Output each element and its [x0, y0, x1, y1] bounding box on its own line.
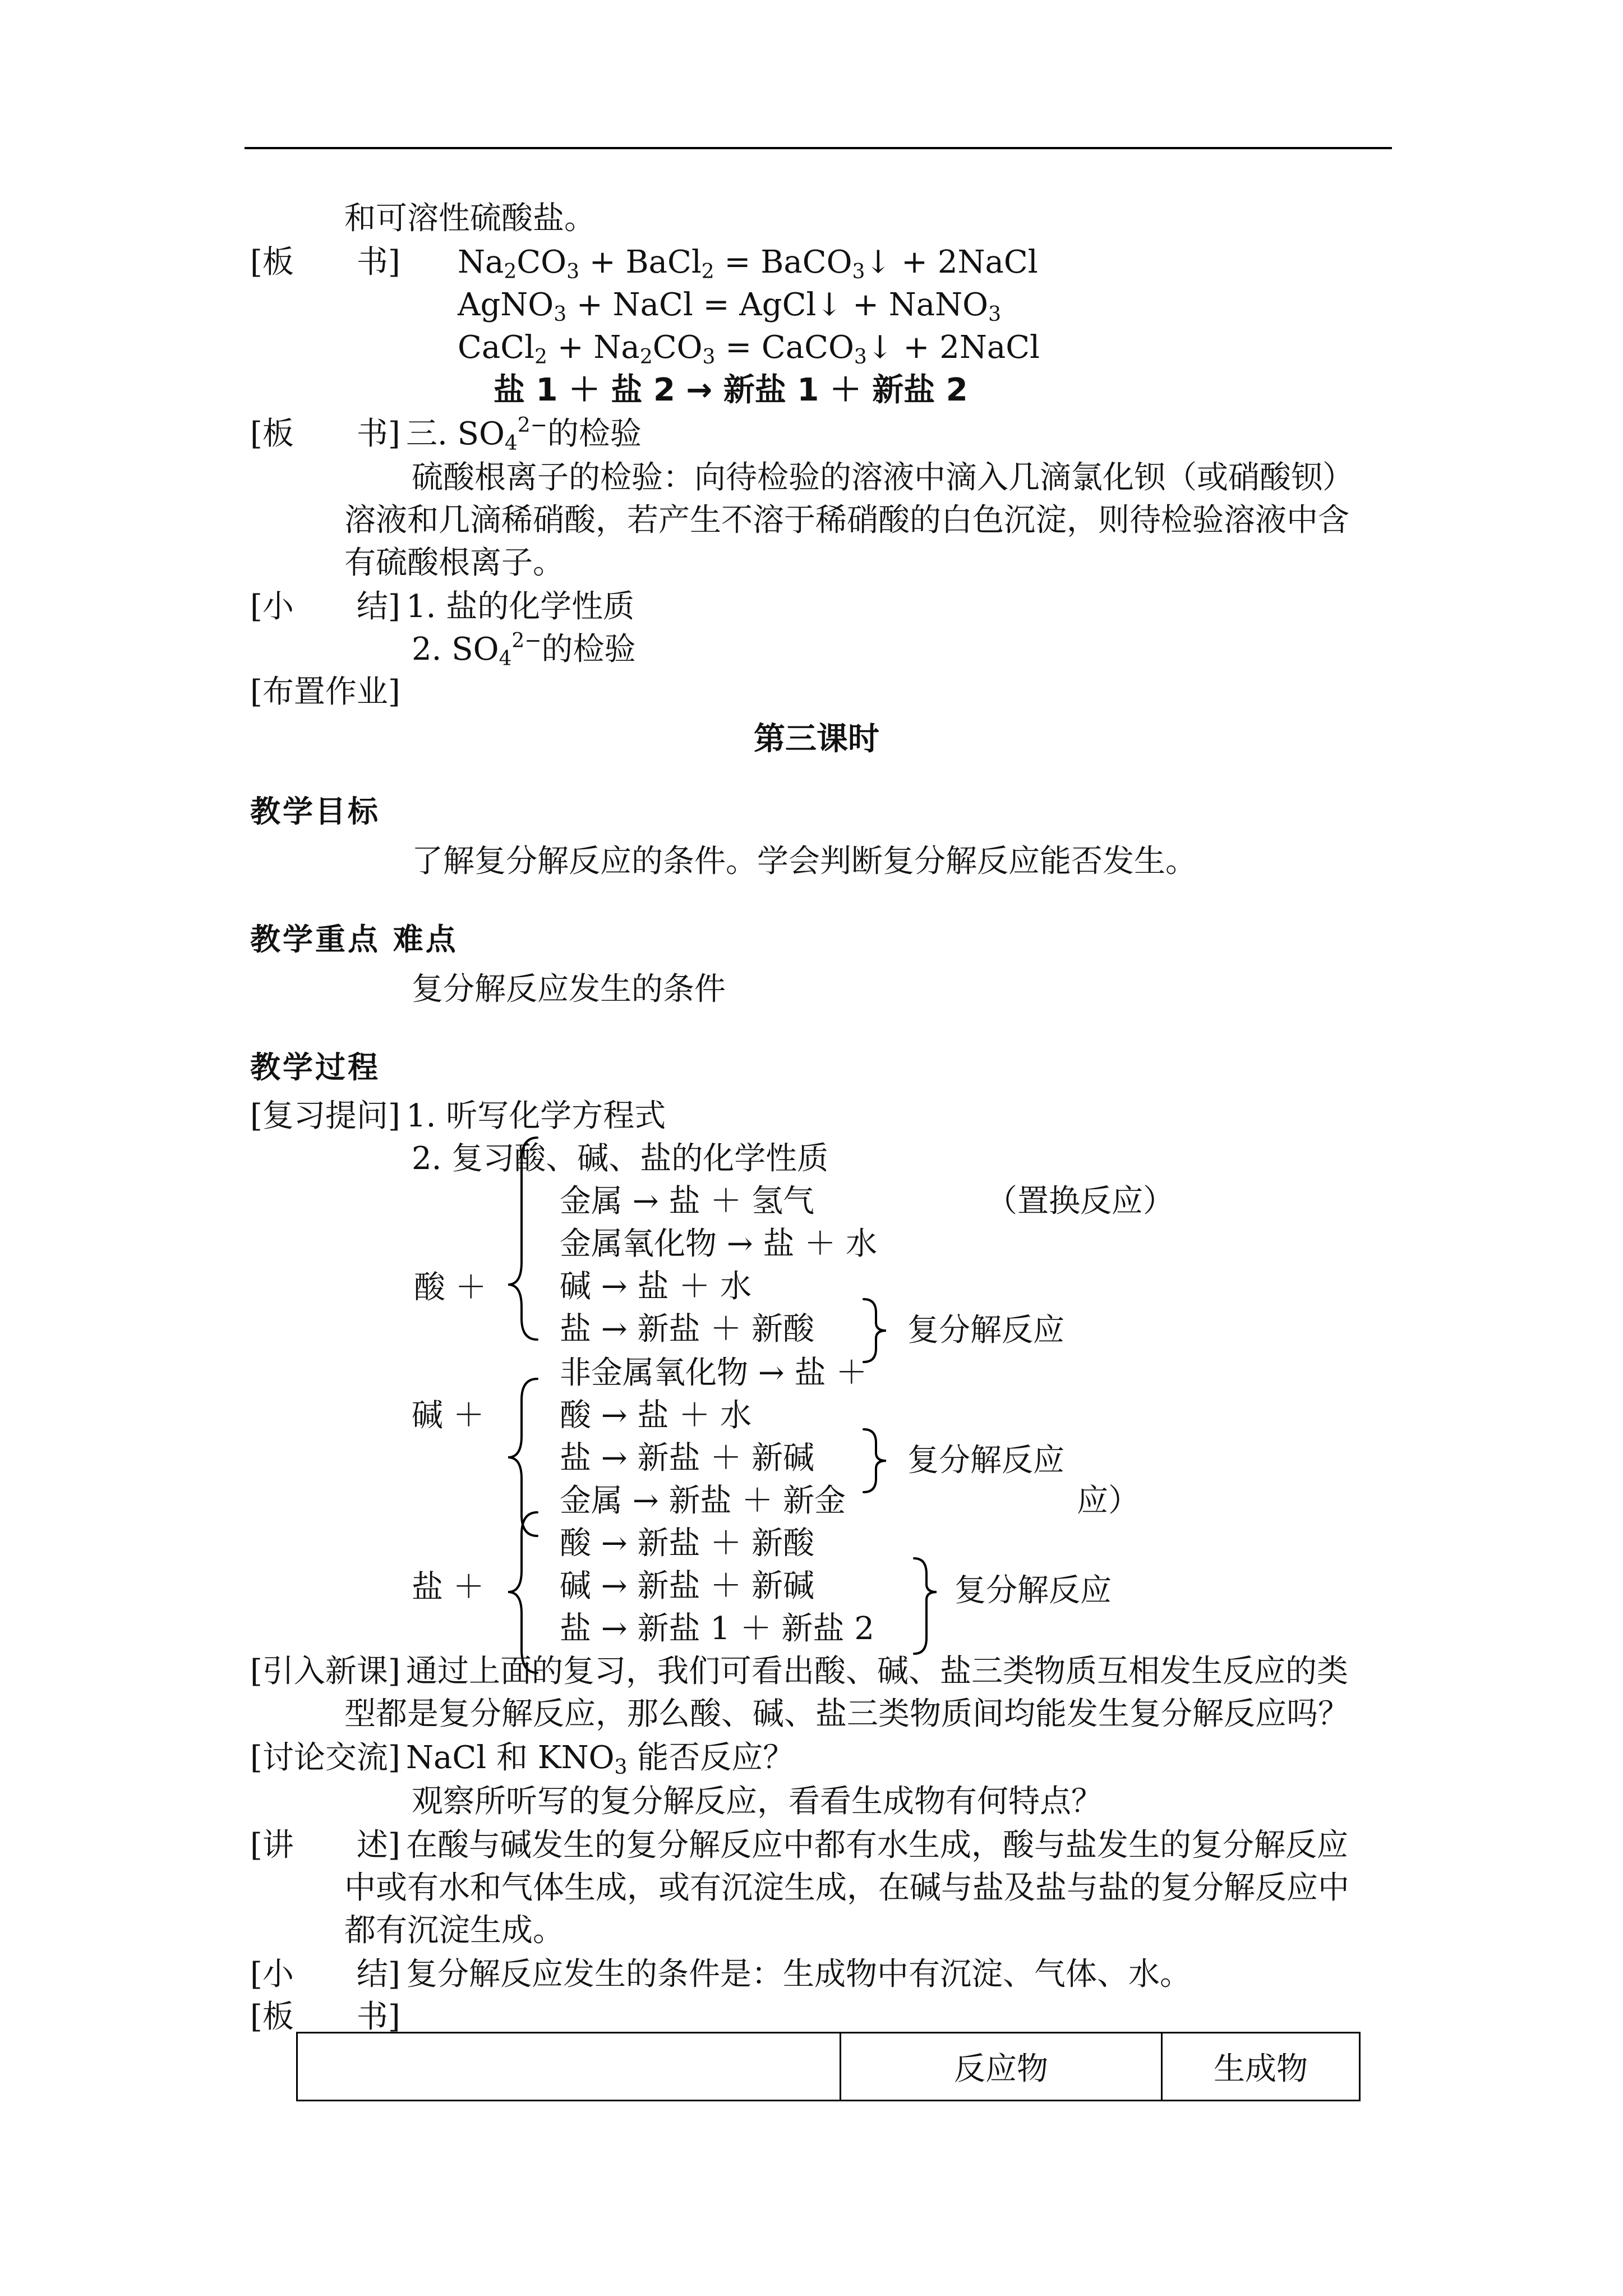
base-right-brace: [864, 1429, 886, 1492]
discuss-label: [讨论交流]: [250, 1740, 400, 1776]
board-label: [板 书]: [250, 244, 400, 280]
objectives-heading: 教学目标: [250, 794, 380, 829]
equation-1: $Na_2CO_3$ + BaCl$_2$ = BaCO$_3$↓ + 2NaCl: [458, 244, 1038, 283]
equation-2: AgNO$_3$ + NaCl = AgCl↓ + NaNO$_3$: [458, 287, 1001, 326]
base-label: 碱 ＋: [412, 1397, 485, 1434]
review-item-2: 2. 复习酸、碱、盐的化学性质: [412, 1140, 829, 1177]
keypoints-text: 复分解反应发生的条件: [412, 971, 726, 1007]
lecture-label: [讲 述]: [250, 1827, 400, 1864]
equation-3: CaCl$_2$ + $Na_2CO_3$ = CaCO$_3$↓ + 2NaCl: [458, 329, 1040, 369]
lesson-title: 第三课时: [754, 721, 879, 757]
table-header-blank: [297, 2033, 841, 2101]
general-equation: 盐 1 ＋ 盐 2 → 新盐 1 ＋ 新盐 2: [494, 372, 968, 408]
base-item-3: 盐 → 新盐 ＋ 新碱: [560, 1440, 815, 1476]
lecture-line-3: 都有沉淀生成。: [344, 1912, 564, 1949]
summary-item-1: 1. 盐的化学性质: [406, 588, 635, 625]
lecture-line-1: 在酸与碱发生的复分解反应中都有水生成，酸与盐发生的复分解反应: [406, 1827, 1348, 1864]
base-item-4: 金属 → 新盐 ＋ 新金: [560, 1483, 846, 1519]
intro-label: [引入新课]: [250, 1653, 400, 1690]
table-row: [297, 2033, 1360, 2101]
intro-line-1: 通过上面的复习，我们可看出酸、碱、盐三类物质互相发生反应的类: [406, 1653, 1348, 1690]
discuss-line: NaCl 和 $KNO_3$ 能否反应？: [406, 1740, 795, 1779]
reaction-table: [296, 2032, 1361, 2101]
salt-item-3: 盐 → 新盐 1 ＋ 新盐 2: [560, 1611, 874, 1647]
summary-label-2: [小 结]: [250, 1956, 400, 1993]
lecture-line-2: 中或有水和气体生成，或有沉淀生成，在碱与盐及盐与盐的复分解反应中: [344, 1870, 1349, 1906]
summary-text: 复分解反应发生的条件是：生成物中有沉淀、气体、水。: [406, 1956, 1191, 1993]
acid-item-2: 金属氧化物 → 盐 ＋ 水: [560, 1226, 878, 1262]
salt-label: 盐 ＋: [412, 1569, 485, 1605]
base-item-1: 非金属氧化物 → 盐 ＋: [560, 1355, 868, 1391]
acid-note-replacement: （置换反应）: [986, 1183, 1174, 1220]
acid-item-3: 碱 → 盐 ＋ 水: [560, 1268, 752, 1305]
base-note-tail: 应）: [1077, 1483, 1140, 1519]
salt-note-double: 复分解反应: [955, 1572, 1112, 1609]
table-header-products: 生成物: [1162, 2033, 1360, 2101]
summary-item-2: 2. $SO_4^{2-}$的检验: [412, 629, 636, 670]
discuss-line-2: 观察所听写的复分解反应，看看生成物有何特点？: [412, 1783, 1103, 1820]
review-item-1: 1. 听写化学方程式: [406, 1098, 666, 1134]
summary-label: [小 结]: [250, 588, 400, 625]
homework-label: [布置作业]: [250, 674, 400, 710]
board-label-2: [板 书]: [250, 416, 400, 452]
process-heading: 教学过程: [250, 1050, 380, 1085]
base-note-double: 复分解反应: [907, 1442, 1064, 1479]
acid-note-double: 复分解反应: [907, 1312, 1064, 1349]
base-item-2: 酸 → 盐 ＋ 水: [560, 1397, 752, 1434]
sulfate-test-line-3: 有硫酸根离子。: [344, 545, 564, 581]
sulfate-test-line-1: 硫酸根离子的检验：向待检验的溶液中滴入几滴氯化钡（或硝酸钡）: [412, 459, 1354, 496]
acid-item-4: 盐 → 新盐 ＋ 新酸: [560, 1311, 815, 1347]
salt-item-2: 碱 → 新盐 ＋ 新碱: [560, 1568, 815, 1604]
review-label: [复习提问]: [250, 1098, 400, 1134]
keypoints-heading: 教学重点 难点: [250, 922, 458, 957]
board-label-3: [板 书]: [250, 1999, 400, 2035]
salt-right-brace: [914, 1558, 937, 1654]
sulfate-test-line-2: 溶液和几滴稀硝酸，若产生不溶于稀硝酸的白色沉淀，则待检验溶液中含: [344, 502, 1349, 539]
acid-right-brace: [864, 1299, 886, 1362]
objectives-text: 了解复分解反应的条件。学会判断复分解反应能否发生。: [412, 843, 1197, 880]
acid-label: 酸 ＋: [414, 1269, 487, 1306]
table-header-reactants: 反应物: [841, 2033, 1162, 2101]
acid-left-brace: [508, 1138, 537, 1340]
section-3-heading: 三. $SO_4^{2-}$的检验: [406, 414, 642, 455]
intro-line: 和可溶性硫酸盐。: [344, 200, 596, 237]
acid-item-1: 金属 → 盐 ＋ 氢气: [560, 1183, 815, 1220]
intro-line-2: 型都是复分解反应，那么酸、碱、盐三类物质间均能发生复分解反应吗？: [344, 1696, 1349, 1732]
salt-item-1: 酸 → 新盐 ＋ 新酸: [560, 1525, 815, 1562]
